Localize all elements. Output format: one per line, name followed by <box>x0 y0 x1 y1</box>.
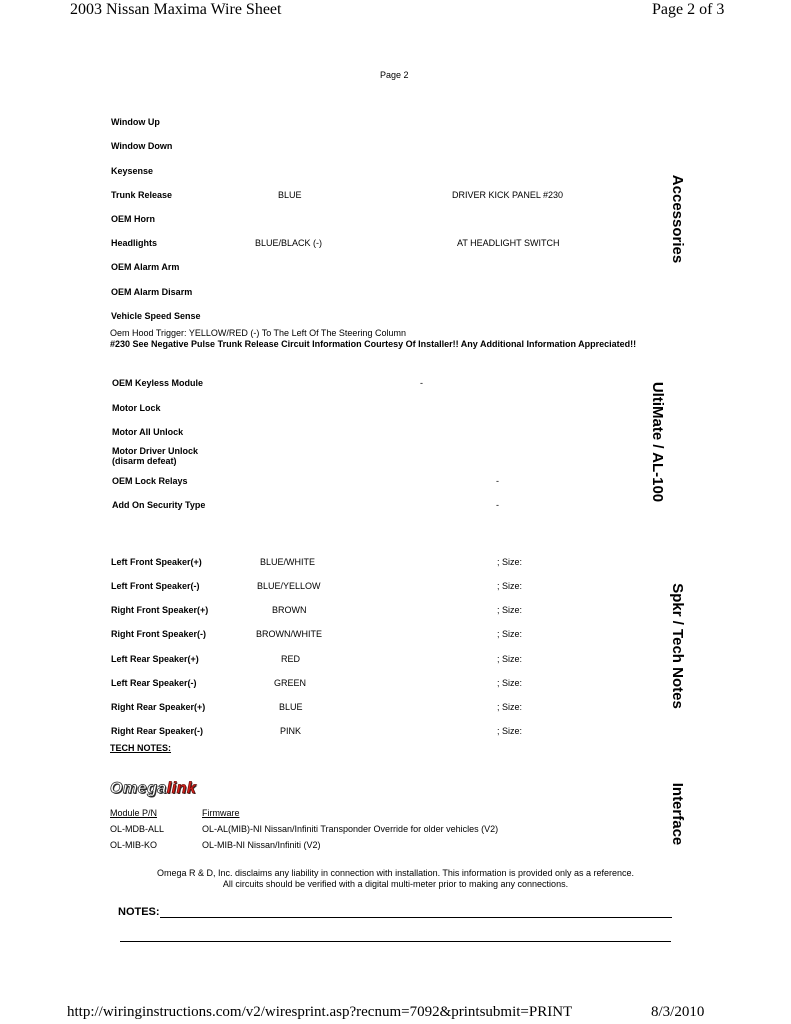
speaker-wire-color: BROWN <box>272 605 307 615</box>
firmware: OL-MIB-NI Nissan/Infiniti (V2) <box>202 840 321 850</box>
speaker-label: Right Rear Speaker(+) <box>111 702 206 712</box>
speaker-size: ; Size: <box>497 726 523 736</box>
speaker-label: Left Rear Speaker(-) <box>111 678 197 688</box>
speaker-wire-color: BLUE <box>279 702 303 712</box>
notes-line-2 <box>120 941 671 942</box>
firmware: OL-AL(MIB)-NI Nissan/Infiniti Transponder Override for older vehicles (V2) <box>202 824 499 834</box>
page-indicator: Page 2 of 3 <box>652 1 725 18</box>
speaker-size: ; Size: <box>497 702 523 712</box>
accessory-label: Keysense <box>111 166 154 176</box>
accessory-label: Headlights <box>111 238 158 248</box>
ultimate-value: - <box>496 476 499 486</box>
ultimate-label: OEM Lock Relays <box>112 476 188 486</box>
speaker-size: ; Size: <box>497 678 523 688</box>
accessory-label: OEM Alarm Arm <box>111 262 180 272</box>
notes-line-1 <box>160 917 672 918</box>
speaker-label: Right Rear Speaker(-) <box>111 726 204 736</box>
logo-text-omega: Omega <box>110 780 167 797</box>
document-title: 2003 Nissan Maxima Wire Sheet <box>70 1 282 18</box>
accessory-wire-color: BLUE/BLACK (-) <box>255 238 323 248</box>
accessory-label: OEM Horn <box>111 214 155 224</box>
ultimate-value: - <box>496 500 499 510</box>
speaker-label: Left Front Speaker(+) <box>111 557 202 567</box>
ultimate-value: - <box>420 378 423 388</box>
footer-date: 8/3/2010 <box>651 1004 705 1020</box>
module-pn-header: Module P/N <box>110 808 158 818</box>
module-pn: OL-MDB-ALL <box>110 824 165 834</box>
accessory-label: OEM Alarm Disarm <box>111 287 193 297</box>
footer-url[interactable]: http://wiringinstructions.com/v2/wiresprint.asp?recnum=7092&printsubmit=PRINT <box>67 1004 573 1020</box>
speaker-wire-color: BLUE/WHITE <box>260 557 316 567</box>
disclaimer-line-1: Omega R & D, Inc. disclaims any liability in connection with installation. This information is provided only as a reference. <box>156 868 635 878</box>
accessory-label: Window Up <box>111 117 160 127</box>
speaker-size: ; Size: <box>497 557 523 567</box>
speaker-label: Left Front Speaker(-) <box>111 581 200 591</box>
page-label: Page 2 <box>380 70 409 80</box>
module-pn: OL-MIB-KO <box>110 840 158 850</box>
speaker-wire-color: BLUE/YELLOW <box>257 581 321 591</box>
omegalink-logo <box>110 780 196 798</box>
tech-notes-label: TECH NOTES: <box>110 743 172 753</box>
disclaimer-line-2: All circuits should be verified with a digital multi-meter prior to making any connections. <box>222 879 569 889</box>
ultimate-sublabel: (disarm defeat) <box>112 456 177 466</box>
speaker-wire-color: PINK <box>280 726 302 736</box>
ultimate-label: Motor Lock <box>112 403 161 413</box>
hood-trigger-note: Oem Hood Trigger: YELLOW/RED (-) To The Left Of The Steering Column <box>110 328 406 338</box>
accessory-label: Vehicle Speed Sense <box>111 311 201 321</box>
speaker-wire-color: BROWN/WHITE <box>256 629 322 639</box>
ultimate-label: OEM Keyless Module <box>112 378 204 388</box>
speaker-wire-color: GREEN <box>274 678 307 688</box>
accessory-label: Trunk Release <box>111 190 173 200</box>
accessory-wire-color: BLUE <box>278 190 302 200</box>
notes-label: NOTES: <box>118 906 160 918</box>
speaker-size: ; Size: <box>497 654 523 664</box>
accessory-location: DRIVER KICK PANEL #230 <box>452 190 564 200</box>
speaker-label: Right Front Speaker(+) <box>111 605 209 615</box>
ultimate-label: Motor All Unlock <box>112 427 184 437</box>
speaker-label: Right Front Speaker(-) <box>111 629 207 639</box>
speaker-wire-color: RED <box>281 654 301 664</box>
speaker-label: Left Rear Speaker(+) <box>111 654 199 664</box>
firmware-header: Firmware <box>202 808 240 818</box>
logo-text-link: link <box>166 780 197 797</box>
speakers-section-title: Spkr / Tech Notes <box>669 583 686 709</box>
accessory-location: AT HEADLIGHT SWITCH <box>457 238 560 248</box>
speaker-size: ; Size: <box>497 629 523 639</box>
interface-section-title: Interface <box>669 782 686 846</box>
speaker-size: ; Size: <box>497 581 523 591</box>
accessory-label: Window Down <box>111 141 173 151</box>
ultimate-label: Motor Driver Unlock <box>112 446 199 456</box>
ultimate-section-title: UltiMate / AL-100 <box>649 381 666 503</box>
trunk-release-note: #230 See Negative Pulse Trunk Release Circuit Information Courtesy Of Installer!! Any Additional Information Appreciated!! <box>110 339 637 349</box>
accessories-section-title: Accessories <box>669 174 686 264</box>
speaker-size: ; Size: <box>497 605 523 615</box>
ultimate-label: Add On Security Type <box>112 500 206 510</box>
